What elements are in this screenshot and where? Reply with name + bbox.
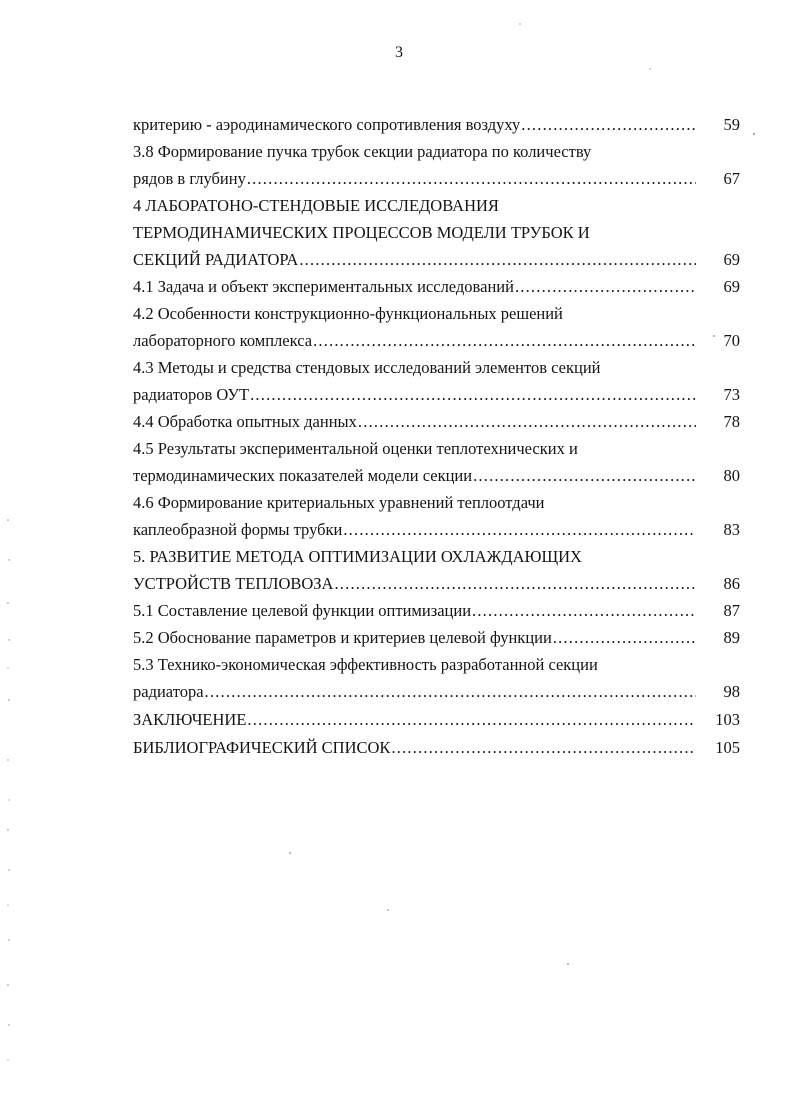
- toc-entry-text: 4.3 Методы и средства стендовых исследований элементов секций: [133, 358, 601, 377]
- toc-entry-text: УСТРОЙСТВ ТЕПЛОВОЗА: [133, 574, 334, 593]
- toc-leader-dots: [250, 385, 696, 405]
- toc-leader-dots: [391, 738, 696, 758]
- toc-entry: [133, 169, 740, 189]
- toc-entry: [133, 304, 563, 324]
- toc-entry-page: 67: [723, 169, 740, 188]
- toc-leader-dots: [472, 601, 696, 621]
- toc-entry: [133, 331, 740, 351]
- toc-entry: [133, 601, 740, 621]
- toc-entry-page: 78: [723, 412, 740, 431]
- toc-entry: [133, 547, 582, 567]
- toc-entry-text: 4.4 Обработка опытных данных: [133, 412, 357, 431]
- toc-entry-text: 4.2 Особенности конструкционно-функциональных решений: [133, 304, 563, 323]
- toc-entry-page: 83: [723, 520, 740, 539]
- toc-entry: [133, 277, 740, 297]
- toc-entry-text: лабораторного комплекса: [133, 331, 313, 350]
- toc-entry: [133, 115, 740, 135]
- toc-leader-dots: [521, 115, 696, 135]
- toc-leader-dots: [247, 169, 696, 189]
- toc-entry-text: 5.1 Составление целевой функции оптимизации: [133, 601, 472, 620]
- toc-entry-text: критерию - аэродинамического сопротивления воздуху: [133, 115, 521, 134]
- toc-entry-page: 69: [723, 277, 740, 296]
- toc-entry-page: 103: [715, 710, 740, 729]
- toc-entry-page: 98: [723, 682, 740, 701]
- toc-entry: [133, 520, 740, 540]
- table-of-contents: [0, 109, 798, 809]
- toc-entry-text: 5. РАЗВИТИЕ МЕТОДА ОПТИМИЗАЦИИ ОХЛАЖДАЮЩИХ: [133, 547, 582, 566]
- toc-entry-text: радиатора: [133, 682, 204, 701]
- toc-entry: [133, 142, 591, 162]
- toc-entry-text: радиаторов ОУТ: [133, 385, 250, 404]
- toc-entry-text: ЗАКЛЮЧЕНИЕ: [133, 710, 247, 729]
- toc-entry-text: 5.3 Технико-экономическая эффективность разработанной секции: [133, 655, 598, 674]
- toc-entry-text: ТЕРМОДИНАМИЧЕСКИХ ПРОЦЕССОВ МОДЕЛИ ТРУБОК И: [133, 223, 590, 242]
- toc-entry-page: 73: [723, 385, 740, 404]
- toc-leader-dots: [553, 628, 696, 648]
- toc-entry: [133, 574, 740, 594]
- toc-leader-dots: [334, 574, 696, 594]
- toc-leader-dots: [515, 277, 696, 297]
- toc-entry: [133, 466, 740, 486]
- toc-entry-text: 4 ЛАБОРАТОНО-СТЕНДОВЫЕ ИССЛЕДОВАНИЯ: [133, 196, 499, 215]
- toc-entry-text: БИБЛИОГРАФИЧЕСКИЙ СПИСОК: [133, 738, 391, 757]
- toc-leader-dots: [299, 250, 696, 270]
- toc-entry-text: 4.6 Формирование критериальных уравнений теплоотдачи: [133, 493, 545, 512]
- toc-entry: [133, 358, 601, 378]
- toc-leader-dots: [473, 466, 696, 486]
- toc-entry: [133, 655, 598, 675]
- toc-entry-page: 70: [723, 331, 740, 350]
- toc-leader-dots: [343, 520, 696, 540]
- toc-entry-text: СЕКЦИЙ РАДИАТОРА: [133, 250, 299, 269]
- toc-entry: [133, 738, 740, 758]
- toc-entry-page: 105: [715, 738, 740, 757]
- toc-entry-text: 4.1 Задача и объект экспериментальных исследований: [133, 277, 514, 296]
- toc-leader-dots: [358, 412, 696, 432]
- toc-entry-page: 89: [723, 628, 740, 647]
- toc-leader-dots: [313, 331, 696, 351]
- toc-entry: [133, 493, 545, 513]
- page-number: 3: [395, 44, 403, 61]
- toc-leader-dots: [247, 710, 696, 730]
- toc-entry-page: 86: [723, 574, 740, 593]
- toc-entry: [133, 710, 740, 730]
- toc-entry-text: 3.8 Формирование пучка трубок секции радиатора по количеству: [133, 142, 592, 161]
- toc-entry: [133, 439, 578, 459]
- toc-entry: [133, 250, 740, 270]
- toc-entry-text: термодинамических показателей модели секции: [133, 466, 473, 485]
- toc-entry-page: 80: [723, 466, 740, 485]
- toc-leader-dots: [205, 682, 696, 702]
- toc-entry-text: 5.2 Обоснование параметров и критериев целевой функции: [133, 628, 552, 647]
- toc-entry: [133, 196, 499, 216]
- toc-entry: [133, 223, 590, 243]
- toc-entry-page: 59: [723, 115, 740, 134]
- toc-entry: [133, 628, 740, 648]
- toc-entry: [133, 682, 740, 702]
- toc-entry-page: 87: [723, 601, 740, 620]
- toc-entry: [133, 385, 740, 405]
- toc-entry: [133, 412, 740, 432]
- toc-entry-page: 69: [723, 250, 740, 269]
- toc-entry-text: рядов в глубину: [133, 169, 246, 188]
- toc-entry-text: каплеобразной формы трубки: [133, 520, 343, 539]
- toc-entry-text: 4.5 Результаты экспериментальной оценки теплотехнических и: [133, 439, 578, 458]
